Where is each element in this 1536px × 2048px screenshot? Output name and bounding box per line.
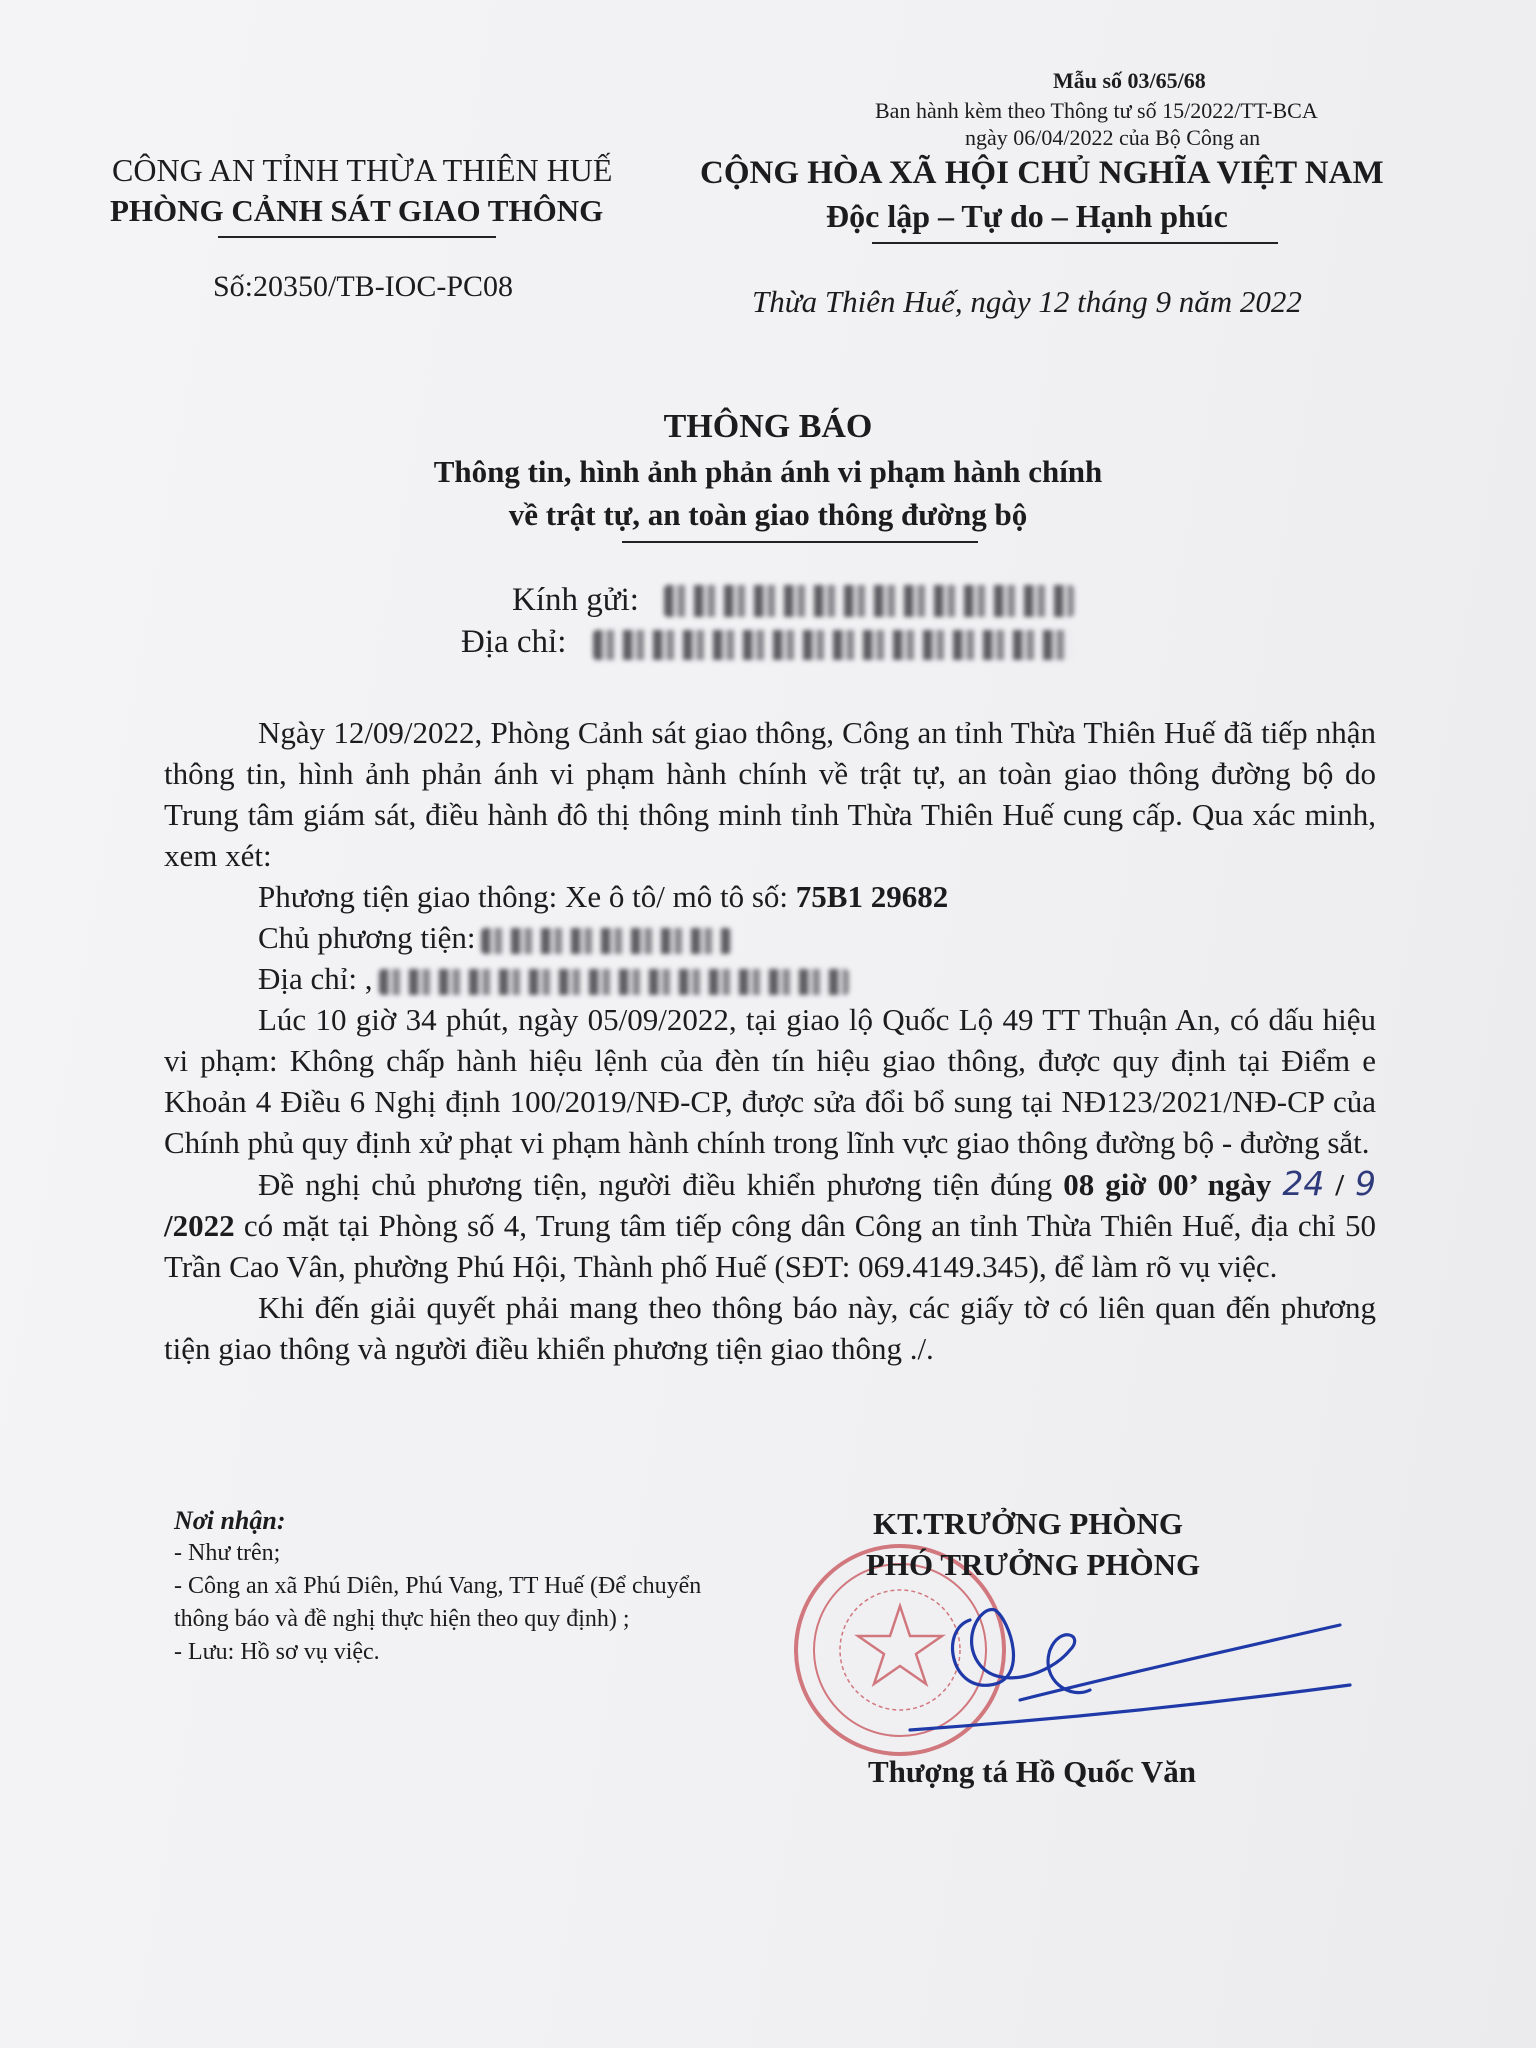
summons-day-handwritten: 24	[1282, 1164, 1325, 1203]
owner-address-redacted	[379, 969, 849, 995]
department-name: PHÒNG CẢNH SÁT GIAO THÔNG	[110, 193, 604, 228]
owner-line	[164, 917, 1376, 958]
place-and-date: Thừa Thiên Huế, ngày 12 tháng 9 năm 2022	[752, 284, 1302, 319]
owner-address-line	[164, 958, 1376, 999]
document-title: THÔNG BÁO	[663, 408, 873, 445]
signatory-title-1: KT.TRƯỞNG PHÒNG	[873, 1506, 1183, 1541]
national-title: CỘNG HÒA XÃ HỘI CHỦ NGHĨA VIỆT NAM	[700, 155, 1384, 191]
receiver-item: - Công an xã Phú Diên, Phú Vang, TT Huế (Để chuyển thông báo và đề nghị thực hiện theo quy định) ;	[174, 1573, 702, 1632]
intro-paragraph: Ngày 12/09/2022, Phòng Cảnh sát giao thông, Công an tỉnh Thừa Thiên Huế đã tiếp nhận thông tin, hình ảnh phản ánh vi phạm hành chính về trật tự, an toàn giao thông đường bộ do Trung tâm giám sát, điều hành đô thị thông minh tỉnh Thừa Thiên Huế cung cấp. Qua xác minh, xem xét:	[164, 715, 1376, 873]
summons-intro: Đề nghị chủ phương tiện, người điều khiển phương tiện đúng	[258, 1167, 1064, 1202]
closing-paragraph: Khi đến giải quyết phải mang theo thông báo này, các giấy tờ có liên quan đến phương tiện giao thông và người điều khiển phương tiện giao thông ./.	[164, 1290, 1376, 1366]
national-motto: Độc lập – Tự do – Hạnh phúc	[826, 198, 1228, 234]
license-plate: 75B1 29682	[795, 879, 949, 914]
document-subtitle-1: Thông tin, hình ảnh phản ánh vi phạm hành chính	[433, 454, 1103, 489]
handwritten-signature	[900, 1580, 1360, 1740]
recipient-address-redacted	[593, 630, 1073, 660]
violation-paragraph: Lúc 10 giờ 34 phút, ngày 05/09/2022, tại giao lộ Quốc Lộ 49 TT Thuận An, có dấu hiệu vi phạm: Không chấp hành hiệu lệnh của đèn tín hiệu giao thông, được quy định tại Điểm e Khoản 4 Điều 6 Nghị định 100/2019/NĐ-CP, được sửa đổi bổ sung tại NĐ123/2021/NĐ-CP của Chính phủ quy định xử phạt vi phạm hành chính trong lĩnh vực giao thông đường bộ - đường sắt.	[164, 1002, 1376, 1160]
recipient-name-redacted	[664, 585, 1074, 617]
notice-body	[164, 712, 1376, 1369]
summons-time: 08 giờ 00’ ngày	[1063, 1167, 1272, 1202]
receiver-item: - Như trên;	[174, 1540, 281, 1566]
document-subtitle-2: về trật tự, an toàn giao thông đường bộ	[508, 497, 1028, 532]
summons-month-handwritten: 9	[1355, 1164, 1377, 1203]
signer-name: Thượng tá Hồ Quốc Văn	[868, 1754, 1197, 1789]
signatory-title-2: PHÓ TRƯỞNG PHÒNG	[866, 1547, 1201, 1582]
form-number: Mẫu số 03/65/68	[1053, 68, 1206, 93]
form-issued-date: ngày 06/04/2022 của Bộ Công an	[965, 125, 1261, 150]
recipient-label: Kính gửi:	[512, 582, 639, 618]
owner-name-redacted	[481, 928, 731, 954]
receiver-item: - Lưu: Hồ sơ vụ việc.	[174, 1639, 380, 1665]
summons-year: /2022	[164, 1208, 235, 1243]
reference-number: Số:20350/TB-IOC-PC08	[213, 270, 514, 303]
receivers-block	[174, 1504, 734, 1669]
summons-paragraph	[164, 1163, 1376, 1287]
vehicle-line	[164, 876, 1376, 917]
department-underline	[218, 236, 496, 238]
summons-location: có mặt tại Phòng số 4, Trung tâm tiếp công dân Công an tỉnh Thừa Thiên Huế, địa chỉ 50 Trần Cao Vân, phường Phú Hội, Thành phố Huế (SĐT: 069.4149.345), để làm rõ vụ việc.	[164, 1208, 1376, 1284]
recipient-address-label: Địa chỉ:	[461, 624, 567, 660]
organization-name: CÔNG AN TỈNH THỪA THIÊN HUẾ	[112, 152, 613, 188]
receivers-heading: Nơi nhận:	[174, 1506, 286, 1535]
date-separator: /	[1335, 1167, 1345, 1202]
motto-underline	[872, 242, 1278, 244]
vehicle-label: Phương tiện giao thông: Xe ô tô/ mô tô số:	[258, 879, 796, 914]
subtitle-underline	[622, 541, 978, 543]
owner-label: Chủ phương tiện:	[258, 920, 476, 955]
form-issued-with: Ban hành kèm theo Thông tư số 15/2022/TT-BCA	[875, 98, 1318, 123]
owner-address-label: Địa chỉ: ,	[258, 961, 373, 996]
